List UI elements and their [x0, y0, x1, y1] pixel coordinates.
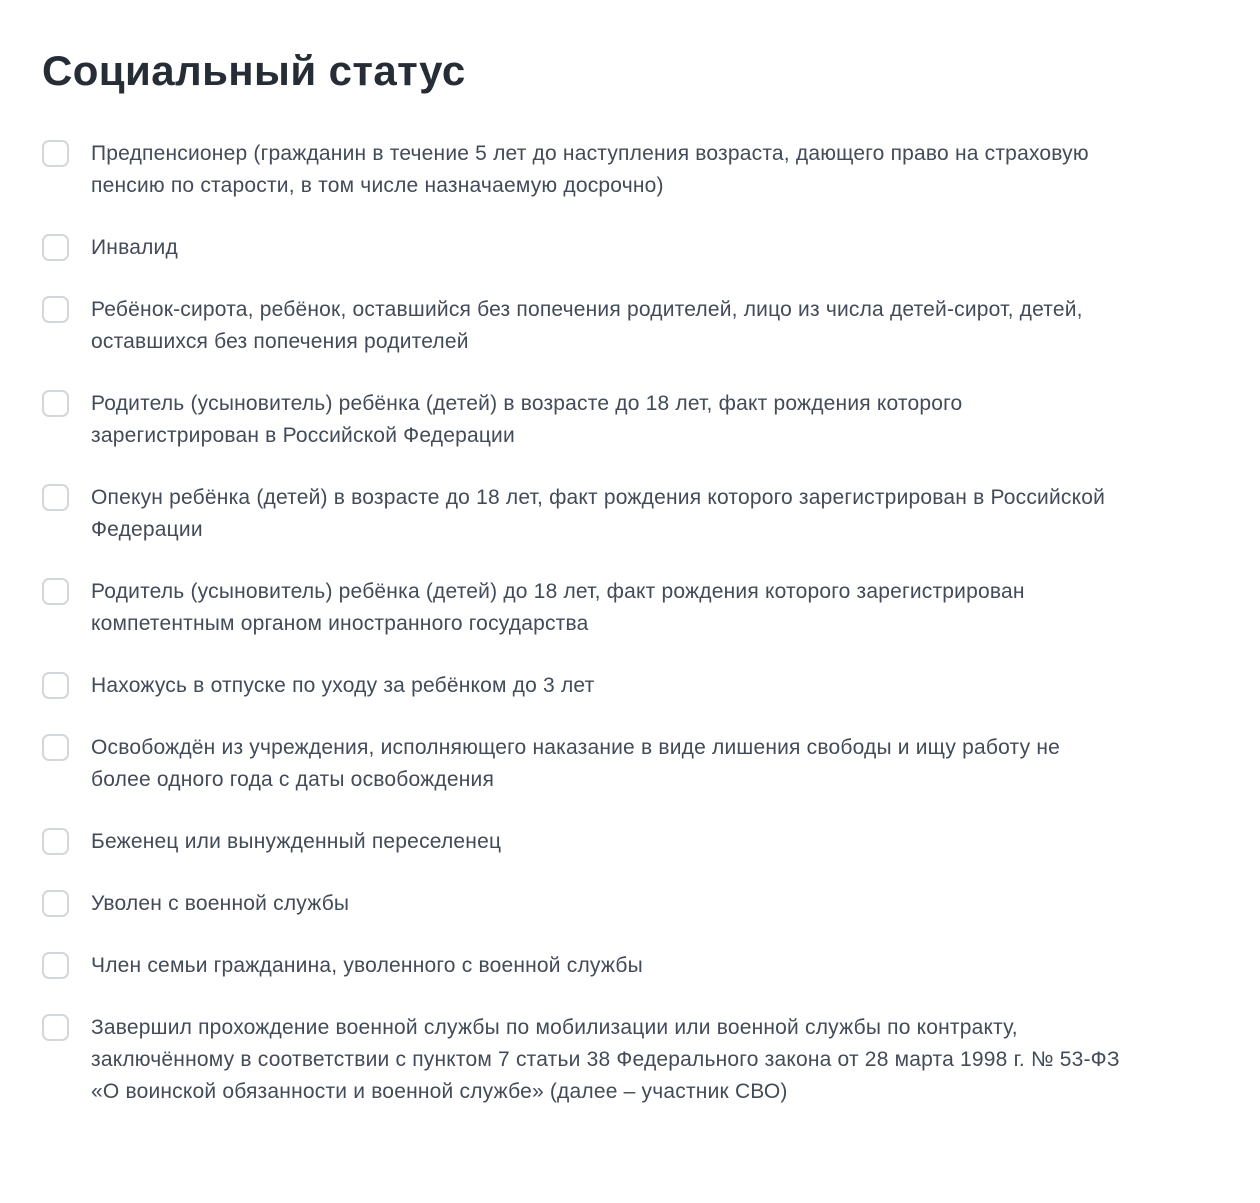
checkbox[interactable] — [42, 734, 69, 761]
checkbox-label: Инвалид — [91, 236, 178, 260]
checkbox-item[interactable] — [42, 294, 1205, 358]
checkbox-label: Завершил прохождение военной службы по мобилизации или военной службы по контракту, заключённому в соответствии с пунктом 7 статьи 38 Федерального закона от 28 марта 1998 г. № 53-ФЗ «О воинской обязанности и военной службе» (далее – участник СВО) — [91, 1016, 1120, 1104]
checkbox-item[interactable] — [42, 732, 1205, 796]
page-title: Социальный статус — [42, 47, 466, 94]
checkbox-label: Опекун ребёнка (детей) в возрасте до 18 лет, факт рождения которого зарегистрирован в Российской Федерации — [91, 486, 1106, 542]
checkbox-item[interactable] — [42, 670, 1205, 702]
checkbox[interactable] — [42, 578, 69, 605]
checkbox[interactable] — [42, 828, 69, 855]
checkbox-item[interactable] — [42, 826, 1205, 858]
checkbox[interactable] — [42, 140, 69, 167]
checkbox-label: Предпенсионер (гражданин в течение 5 лет до наступления возраста, дающего право на страховую пенсию по старости, в том числе назначаемую досрочно) — [91, 142, 1089, 198]
checkbox-item[interactable] — [42, 388, 1205, 452]
checkbox[interactable] — [42, 890, 69, 917]
checkbox-item[interactable] — [42, 482, 1205, 546]
checkbox[interactable] — [42, 390, 69, 417]
checkbox-label: Беженец или вынужденный переселенец — [91, 830, 502, 854]
checkbox[interactable] — [42, 952, 69, 979]
checkbox[interactable] — [42, 234, 69, 261]
checkbox[interactable] — [42, 296, 69, 323]
checkbox-item[interactable] — [42, 232, 1205, 264]
social-status-checkbox-list — [42, 138, 1205, 1108]
checkbox-label: Родитель (усыновитель) ребёнка (детей) в возрасте до 18 лет, факт рождения которого зарегистрирован в Российской Федерации — [91, 392, 963, 448]
checkbox-item[interactable] — [42, 576, 1205, 640]
checkbox-item[interactable] — [42, 1012, 1205, 1108]
checkbox-label: Освобождён из учреждения, исполняющего наказание в виде лишения свободы и ищу работу не более одного года с даты освобождения — [91, 736, 1060, 792]
checkbox-item[interactable] — [42, 950, 1205, 982]
checkbox-label: Член семьи гражданина, уволенного с военной службы — [91, 954, 643, 978]
checkbox-label: Уволен с военной службы — [91, 892, 350, 916]
checkbox[interactable] — [42, 672, 69, 699]
checkbox-label: Родитель (усыновитель) ребёнка (детей) до 18 лет, факт рождения которого зарегистрирован компетентным органом иностранного государства — [91, 580, 1025, 636]
checkbox-label: Нахожусь в отпуске по уходу за ребёнком до 3 лет — [91, 674, 595, 698]
checkbox-item[interactable] — [42, 138, 1205, 202]
checkbox-item[interactable] — [42, 888, 1205, 920]
checkbox[interactable] — [42, 1014, 69, 1041]
checkbox[interactable] — [42, 484, 69, 511]
checkbox-label: Ребёнок-сирота, ребёнок, оставшийся без попечения родителей, лицо из числа детей-сирот, детей, оставшихся без попечения родителей — [91, 298, 1083, 354]
